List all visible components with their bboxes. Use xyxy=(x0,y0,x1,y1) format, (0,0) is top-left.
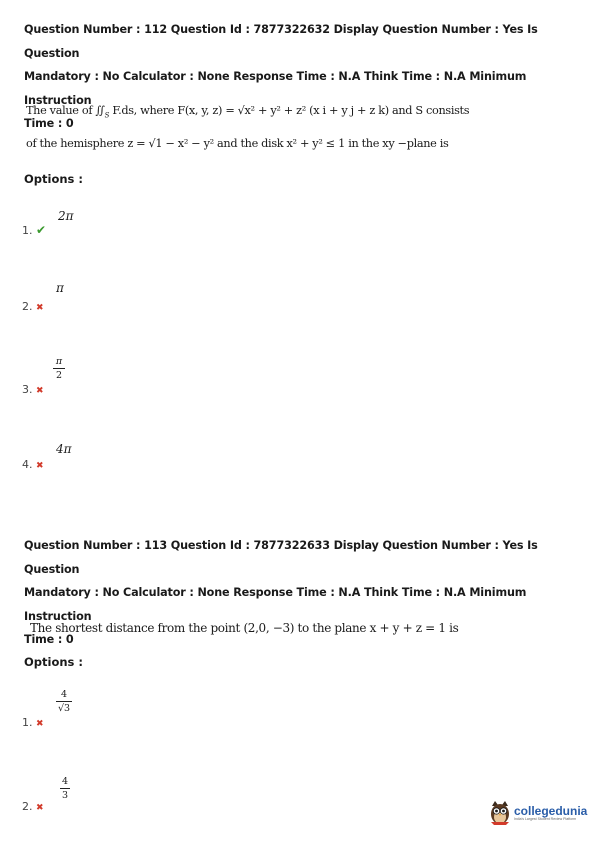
cross-icon: ✖ xyxy=(36,803,44,813)
option-2[interactable]: 2. ✖ xyxy=(22,800,44,813)
options-label: Options : xyxy=(24,655,83,669)
header-line: Time : 0 xyxy=(24,117,74,130)
option-fraction: π 2 xyxy=(53,356,65,381)
option-fraction: 4 3 xyxy=(61,776,69,801)
check-icon: ✔ xyxy=(36,223,47,237)
option-4[interactable]: 4. ✖ xyxy=(22,458,44,471)
option-fraction: 4 √3 xyxy=(57,689,71,714)
header-line: Mandatory : No Calculator : None Response Time : N.A Think Time : N.A Minimum Instruction xyxy=(24,70,527,107)
header-line: Mandatory : No Calculator : None Response Time : N.A Think Time : N.A Minimum Instruction xyxy=(24,586,527,623)
header-line: Question Number : 112 Question Id : 7877322632 Display Question Number : Yes Is Question xyxy=(24,23,538,60)
option-value: 2π xyxy=(58,209,74,223)
question-stem: The value of $∬_S$ F.ds, where F(x, y, z) = √x² + y² + z² (x i + y j + z k) and S consists xyxy=(26,104,470,120)
header-line: Time : 0 xyxy=(24,633,74,646)
cross-icon: ✖ xyxy=(36,386,44,396)
question-stem: The shortest distance from the point (2,0, −3) to the plane x + y + z = 1 is xyxy=(30,621,459,635)
option-1[interactable]: 1. ✖ xyxy=(22,716,44,729)
cross-icon: ✖ xyxy=(36,303,44,313)
question-stem-line2: of the hemisphere z = √1 − x² − y² and the disk x² + y² ≤ 1 in the xy −plane is xyxy=(26,137,449,150)
options-label: Options : xyxy=(24,172,83,186)
option-1[interactable]: 1. ✔ xyxy=(22,223,47,237)
logo-wordmark: collegedunia xyxy=(514,803,588,818)
header-line: Question Number : 113 Question Id : 7877322633 Display Question Number : Yes Is Question xyxy=(24,539,538,576)
option-3[interactable]: 3. ✖ xyxy=(22,383,44,396)
collegedunia-logo xyxy=(489,800,587,826)
logo-tagline: India's Largest Student Review Platform xyxy=(514,816,577,821)
option-value: 4π xyxy=(56,442,72,456)
option-value: π xyxy=(56,281,64,295)
owl-mascot-icon xyxy=(489,800,511,826)
cross-icon: ✖ xyxy=(36,719,44,729)
option-2[interactable]: 2. ✖ xyxy=(22,300,44,313)
cross-icon: ✖ xyxy=(36,461,44,471)
